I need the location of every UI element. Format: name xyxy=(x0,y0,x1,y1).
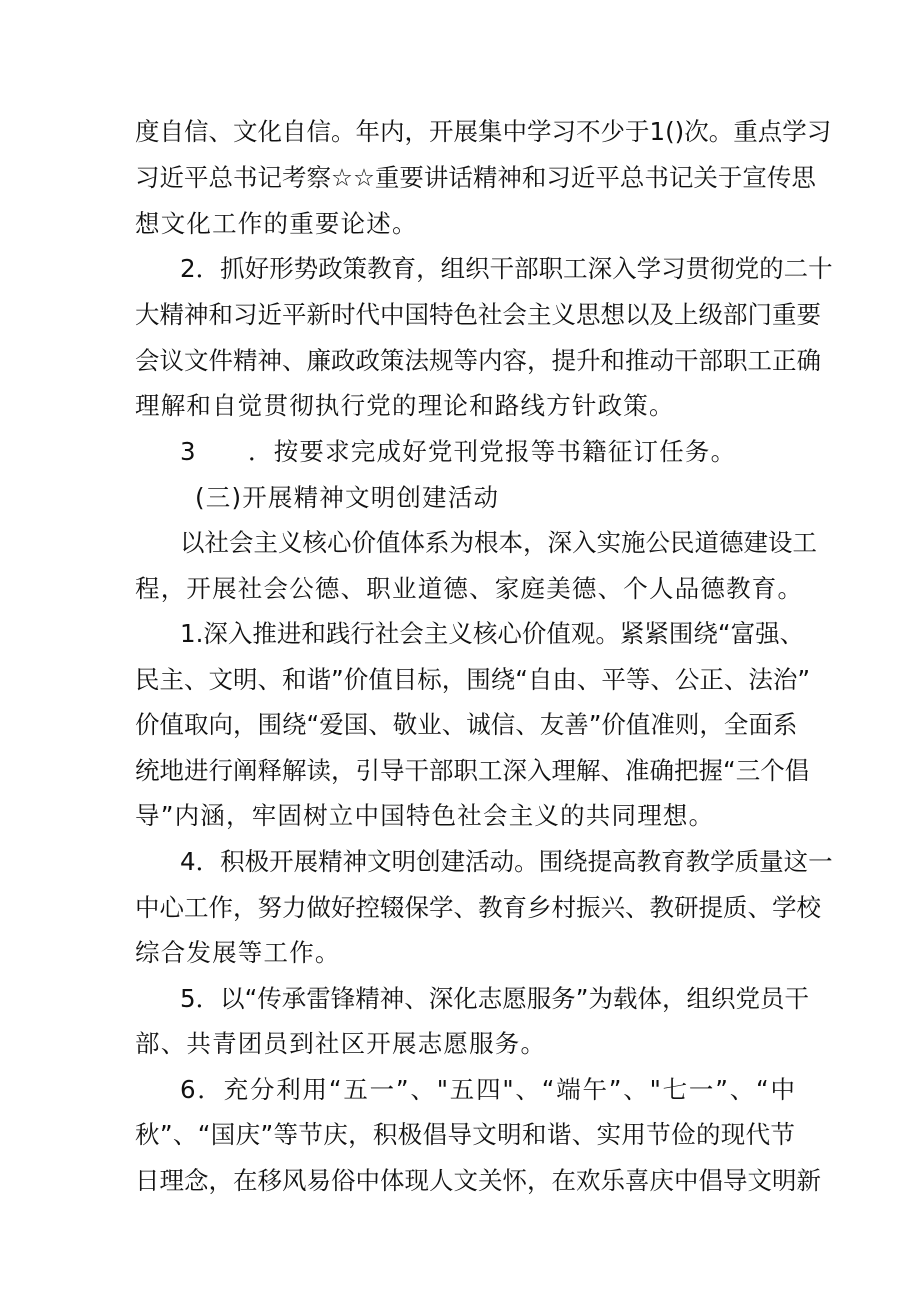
text-line: 4．积极开展精神文明创建活动。围绕提高教育教学质量这一 xyxy=(180,847,833,876)
text-line: 导”内涵，牢固树立中国特色社会主义的共同理想。 xyxy=(135,801,715,830)
text-line: 5．以“传承雷锋精神、深化志愿服务”为载体，组织党员干 xyxy=(180,984,809,1013)
text-line: 1.深入推进和践行社会主义核心价值观。紧紧围绕“富强、 xyxy=(180,619,805,648)
text-line: 6．充分利用“五一”、"五四"、“端午”、"七一”、“中 xyxy=(180,1075,795,1104)
section-heading: (三)开展精神文明创建活动 xyxy=(195,483,500,512)
list-number: 3 xyxy=(180,437,197,466)
text-line: 秋”、“国庆”等节庆，积极倡导文明和谐、实用节俭的现代节 xyxy=(135,1120,795,1149)
text-line: 程，开展社会公德、职业道德、家庭美德、个人品德教育。 xyxy=(135,574,804,603)
text-line: 习近平总书记考察☆☆重要讲话精神和习近平总书记关于宣传思 xyxy=(135,163,816,192)
text-line: 综合发展等工作。 xyxy=(135,938,341,967)
text-line: 2．抓好形势政策教育，组织干部职工深入学习贯彻党的二十 xyxy=(180,254,833,283)
text-line: ．按要求完成好党刊党报等书籍征订任务。 xyxy=(248,437,737,466)
text-line: 日理念，在移风易俗中体现人文关怀，在欢乐喜庆中倡导文明新 xyxy=(135,1166,821,1195)
text-line: 部、共青团员到社区开展志愿服务。 xyxy=(135,1029,547,1058)
text-line: 理解和自觉贯彻执行党的理论和路线方针政策。 xyxy=(135,391,675,420)
text-line: 统地进行阐释解读，引导干部职工深入理解、准确把握“三个倡 xyxy=(135,756,810,785)
text-line: 中心工作，努力做好控辍保学、教育乡村振兴、教研提质、学校 xyxy=(135,893,821,922)
text-line: 以社会主义核心价值体系为根本，深入实施公民道德建设工 xyxy=(180,528,817,557)
text-line: 大精神和习近平新时代中国特色社会主义思想以及上级部门重要 xyxy=(135,300,821,329)
text-line: 民主、文明、和谐”价值目标，围绕“自由、平等、公正、法治” xyxy=(135,665,811,694)
text-line: 会议文件精神、廉政政策法规等内容，提升和推动干部职工正确 xyxy=(135,346,821,375)
text-line: 想文化工作的重要论述。 xyxy=(135,209,418,238)
text-line: 价值取向，围绕“爱国、敬业、诚信、友善”价值准则，全面系 xyxy=(135,710,798,739)
text-line: 度自信、文化自信。年内，开展集中学习不少于1()次。重点学习 xyxy=(135,117,832,146)
